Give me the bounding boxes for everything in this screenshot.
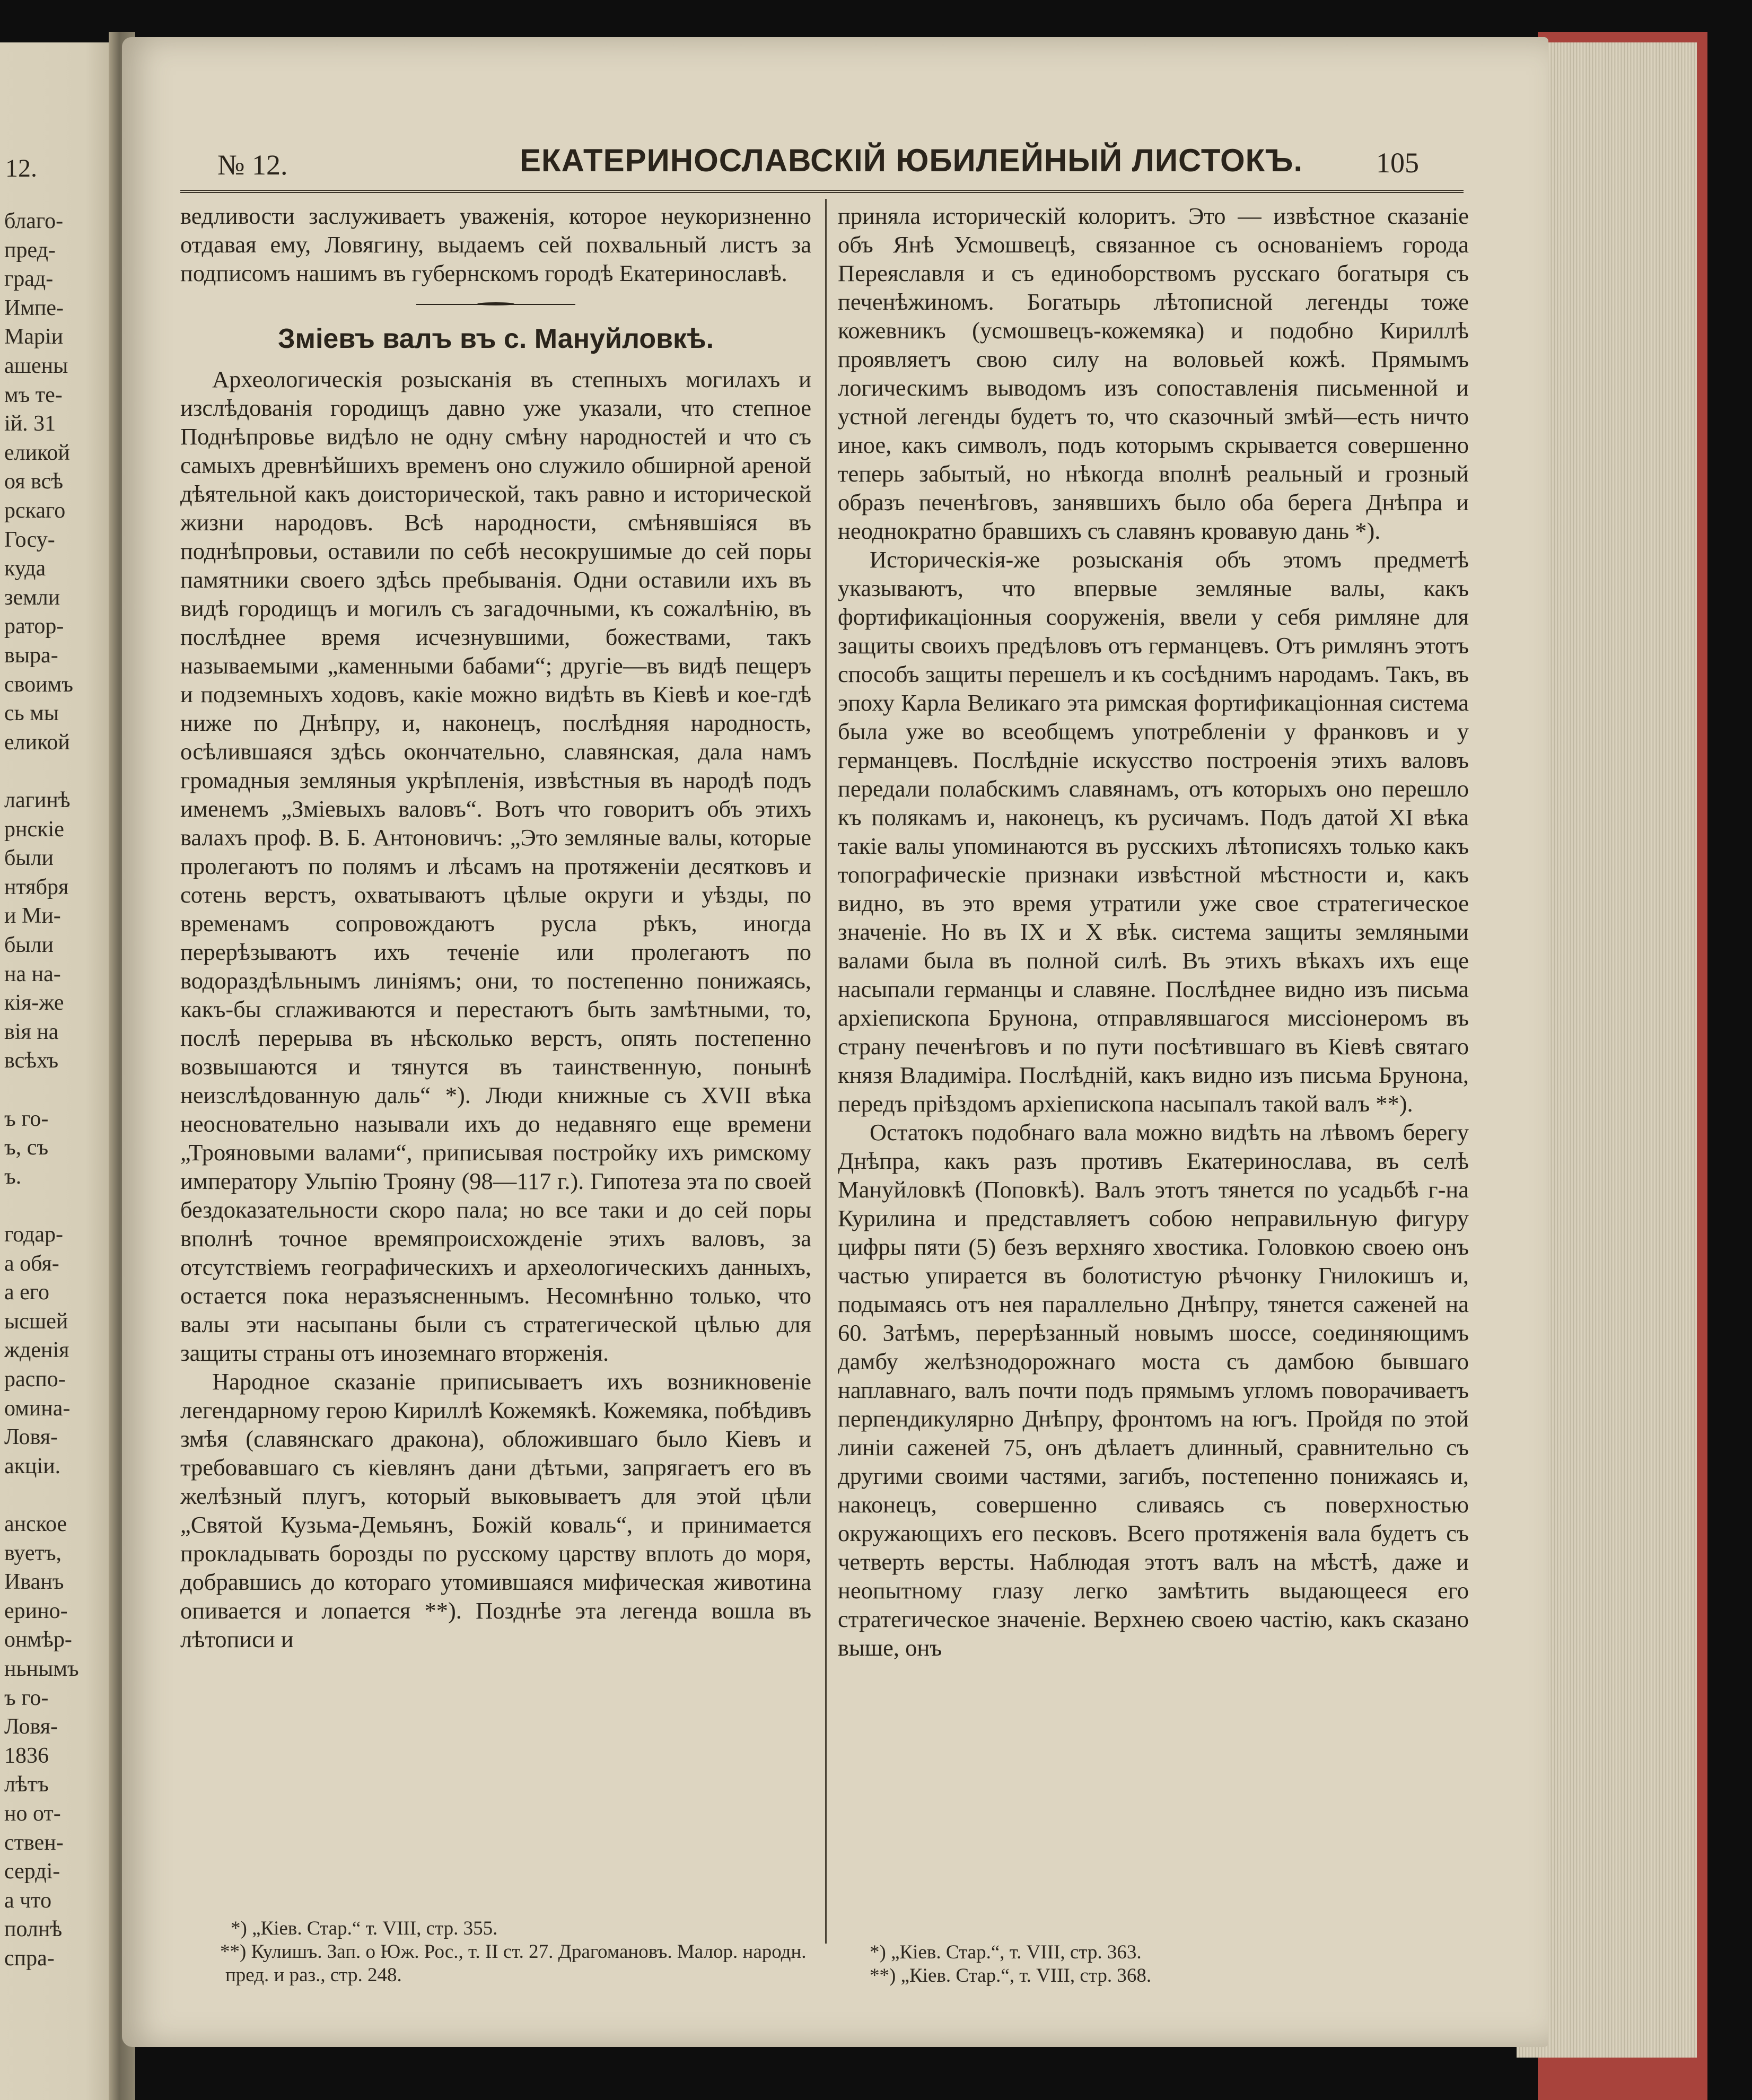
article-paragraph: Археологическія розысканія въ степныхъ могилахъ и изслѣдованія городищъ давно уже указали, что степное Поднѣпровье видѣло не одну смѣну народностей и что съ самыхъ древнѣйшихъ временъ оно служило обширной ареной дѣятельной какъ доисторической, такъ равно и исторической жизни народовъ. Всѣ народности, смѣнявшіяся въ поднѣпровьи, оставили по себѣ несокрушимые до сей поры памятники своего здѣсь пребыванія. Одни оставили ихъ въ видѣ городищъ и могилъ съ загадочными, къ сожалѣнію, въ послѣднее время исчезнувшими, божествами, такъ называемыми „каменными бабами“; другіе—въ видѣ пещеръ и подземныхъ ходовъ, какіе можно видѣть въ Кіевѣ и кое-гдѣ ниже по Днѣпру, и, наконецъ, послѣдняя народность, осѣлившаяся здѣсь окончательно, славянская, дала намъ громадныя земляныя укрѣпленія, извѣстныя въ народѣ подъ именемъ „Зміевыхъ валовъ“. Вотъ что говоритъ объ этихъ валахъ проф. В. Б. Антоновичъ: „Это земляные валы, которые пролегаютъ по полямъ и лѣсамъ на протяженіи десятковъ и сотень верстъ, охватываютъ цѣлые округи и уѣзды, по временамъ сопровождаютъ русла рѣкъ, иногда перерѣзываютъ ихъ теченіе или пролегаютъ по водораздѣльнымъ линіямъ; они, то постепенно понижаясь, какъ-бы сглаживаются и перестаютъ быть замѣтными, то, послѣ перерыва въ нѣсколько верстъ, опять постепенно возвышаются и тянутся въ таинственную, понынѣ неизслѣдованную даль“ *). Люди книжные съ XVII вѣка неосновательно называли ихъ до недавняго еще времени „Трояновыми валами“, приписывая постройку ихъ римскому императору Ульпію Трояну (98—117 г.). Гипотеза эта по своей бездоказательности скоро пала; но все таки и до сей поры вполнѣ точное времяпроисхожденіе этихъ валовъ, за отсутствіемъ географическихъ и археологическихъ данныхъ, остается пока неразъясненнымъ. Несомнѣнно только, что валы эти насыпаны были съ стратегической цѣлью для защиты страны отъ иноземнаго вторженія. xyxy=(180,366,811,1366)
right-column xyxy=(838,202,1469,1662)
left-page-fragment: кія-же xyxy=(4,991,64,1016)
header-rule xyxy=(180,190,1464,193)
left-page-fragment: выра- xyxy=(4,643,58,668)
left-page-fragment: ствен- xyxy=(4,1830,64,1855)
left-page-fragment: лагинѣ xyxy=(4,788,71,812)
left-page-fragment: ъ го- xyxy=(4,1106,49,1131)
left-page-fragment: были xyxy=(4,846,54,871)
left-page-fragment: анское xyxy=(4,1512,67,1536)
left-page xyxy=(0,42,122,2100)
left-page-fragment: лѣтъ xyxy=(4,1772,49,1797)
left-page-fragment: Иванъ xyxy=(4,1570,64,1595)
left-page-fragment: Ловя- xyxy=(4,1425,58,1450)
left-page-fragment: распо- xyxy=(4,1367,66,1392)
left-page-fragment: ій. 31 xyxy=(4,412,56,436)
left-page-fragment: всѣхъ xyxy=(4,1048,59,1073)
left-page-fragment: серді- xyxy=(4,1859,60,1884)
section-divider xyxy=(416,302,575,307)
left-page-fragment: спра- xyxy=(4,1946,55,1971)
article-paragraph: Остатокъ подобнаго вала можно видѣть на лѣвомъ берегу Днѣпра, какъ разъ противъ Екатеринослава, въ селѣ Мануйловкѣ (Поповкѣ). Валъ этотъ тянется по усадьбѣ г-на Курилина и представляетъ собою неправильную фигуру цифры пяти (5) безъ верхняго хвостика. Головкою своею онъ частью упирается въ болотистую рѣчонку Гнилокишъ и, подымаясь отъ нея параллельно Днѣпру, тянется саженей на 60. Затѣмъ, перерѣзанный новымъ шоссе, соединяющимъ дамбу желѣзнодорожнаго моста съ дамбою бывшаго наплавнаго, валъ почти подъ прямымъ угломъ поворачиваетъ перпендикулярно Днѣпру, фронтомъ на югъ. Пройдя по этой линіи саженей 75, онъ дѣлаетъ длинный, сравнительно съ другими своими частями, загибъ, постепенно понижаясь и, наконецъ, совершенно сливаясь съ поверхностью окружающихъ его песковъ. Всего протяженія вала будетъ съ четверть версты. Наблюдая этотъ валъ на мѣстѣ, даже и неопытному глазу легко замѣтить выдающееся его стратегическое значеніе. Верхнею своею частію, какъ сказано выше, онъ xyxy=(838,1119,1469,1661)
left-page-fragment: рскаго xyxy=(4,498,66,523)
left-page-fragment: полнѣ xyxy=(4,1917,63,1942)
left-page-fragment: благо- xyxy=(4,209,64,233)
left-page-fragment: акціи. xyxy=(4,1454,61,1478)
intro-paragraph: ведливости заслуживаетъ уваженія, которое неукоризненно отдавая ему, Ловягину, выдаемъ сей похвальный листъ за подписомъ нашимъ въ губернскомъ городѣ Екатеринославѣ. xyxy=(180,203,811,286)
left-page-fragment: мъ те- xyxy=(4,382,63,407)
left-page-fragment: ъ. xyxy=(4,1164,22,1189)
left-page-fragment: еликой xyxy=(4,440,70,465)
left-page-fragment: град- xyxy=(4,267,54,292)
footnote: **) Кулишъ. Зап. о Юж. Рос., т. II ст. 27. Драгомановъ. Малор. народн. пред. и раз., стр. 248. xyxy=(220,1941,807,1986)
left-page-fragment: и Ми- xyxy=(4,904,61,929)
left-page-fragment: Импе- xyxy=(4,295,64,320)
left-page-fragment: онмѣр- xyxy=(4,1628,72,1652)
left-page-fragment: куда xyxy=(4,556,46,581)
left-page-fragment: а его xyxy=(4,1280,49,1305)
left-page-fragment: земли xyxy=(4,585,60,610)
left-page-fragment: на на- xyxy=(4,961,61,986)
left-page-fragment: но от- xyxy=(4,1801,61,1826)
left-page-fragment: рнскіе xyxy=(4,817,64,842)
left-page-fragment: еликой xyxy=(4,730,70,755)
newspaper-title: ЕКАТЕРИНОСЛАВСКІЙ ЮБИЛЕЙНЫЙ ЛИСТОКЪ. xyxy=(520,143,1303,178)
column-rule xyxy=(825,199,827,1944)
left-page-fragment: оя всѣ xyxy=(4,469,64,494)
left-page-fragment: ысшей xyxy=(4,1309,68,1334)
article-paragraph: Народное сказаніе приписываетъ ихъ возникновеніе легендарному герою Кириллѣ Кожемякѣ. Кожемяка, побѣдивъ змѣя (славянскаго дракона), обложившаго было Кіевъ и требовавшаго съ кіевлянъ дани дѣтьми, запрягаетъ его въ желѣзный плугъ, который выковываетъ для этой цѣли „Святой Кузьма-Демьянъ, Божій коваль“, и принимается прокладывать борозды по русскому царству вплоть до моря, добравшись до котораго утомившаяся мифическая животина опивается и лопается **). Позднѣе эта легенда вошла въ лѣтописи и xyxy=(180,1368,811,1652)
left-page-fragment: ньнымъ xyxy=(4,1657,79,1681)
left-page-fragment: ашены xyxy=(4,354,68,378)
left-page-fragment: Госу- xyxy=(4,527,55,552)
left-page-fragment: сь мы xyxy=(4,701,59,726)
article-paragraph: Историческія-же розысканія объ этомъ предметѣ указываютъ, что впервые земляные валы, какъ фортификаціонныя сооруженія, ввели у себя римляне для защиты своихъ предѣловъ отъ германцевъ. Отъ римлянъ этотъ способъ защиты перешелъ и къ сосѣднимъ народамъ. Такъ, въ эпоху Карла Великаго эта римская фортификаціонная система была уже во всеобщемъ употребленіи у франковъ и у германцевъ. Послѣдніе искусство построенія этихъ валовъ передали полабскимъ славянамъ, отъ которыхъ оно перешло къ полякамъ и, наконецъ, къ русичамъ. Подъ датой XI вѣка такіе валы упоминаются въ русскихъ лѣтописяхъ только какъ топографическіе признаки извѣстной мѣстности и, какъ видно, въ это время утратили уже свое стратегическое значеніе. Но въ IX и X вѣк. система защиты земляными валами была въ полной силѣ. Въ этихъ вѣкахъ ихъ еще насыпали германцы и славяне. Послѣднее видно изъ письма архіепископа Брунона, отправлявшагося миссіонеромъ въ страну печенѣговъ и по пути посѣтившаго въ Кіевѣ святаго князя Владиміра. Послѣдній, какъ видно изъ письма Брунона, передъ пріѣздомъ архіепископа насыпалъ такой валъ **). xyxy=(838,546,1469,1117)
left-page-fragment: были xyxy=(4,933,54,957)
left-page-fragment: ерино- xyxy=(4,1598,68,1623)
footnotes-right xyxy=(870,1941,1347,1988)
footnotes-left xyxy=(204,1917,814,1987)
left-page-fragment: Ловя- xyxy=(4,1714,58,1739)
left-page-fragment: омина- xyxy=(4,1396,71,1421)
left-page-fragment: ратор- xyxy=(4,614,64,639)
article-paragraph: приняла историческій колоритъ. Это — извѣстное сказаніе объ Янѣ Усмошвецѣ, связанное съ основаніемъ города Переяславля и съ единоборствомъ русскаго богатыря съ печенѣжиномъ. Богатырь лѣтописной легенды тоже кожевникъ (усмошвецъ-кожемяка) и подобно Кириллѣ проявляетъ свою силу на воловьей кожѣ. Прямымъ логическимъ выводомъ изъ сопоставленія письменной и устной легенды будетъ то, что сказочный змѣй—есть ничто иное, какъ символъ, подъ которымъ скрывается совершенно теперь забытый, но нѣкогда вполнѣ реальный и грозный образъ печенѣговъ, занявшихъ было оба берега Днѣпра и неоднократно бравшихъ съ славянъ кровавую дань *). xyxy=(838,203,1469,544)
left-page-fragment: своимъ xyxy=(4,672,73,697)
left-page-fragment: жденія xyxy=(4,1338,69,1363)
footnote: *) „Кіев. Стар.“ т. VIII, стр. 355. xyxy=(231,1918,498,1939)
left-page-fragment: 1836 xyxy=(4,1743,49,1768)
footnote: *) „Кіев. Стар.“, т. VIII, стр. 363. xyxy=(870,1941,1142,1963)
left-page-fragment: а обя- xyxy=(4,1251,59,1276)
left-page-fragment: вія на xyxy=(4,1019,59,1044)
left-page-fragment: ъ го- xyxy=(4,1685,49,1710)
page-number: 105 xyxy=(1376,147,1419,179)
left-page-fragment: годар- xyxy=(4,1222,63,1247)
issue-number: № 12. xyxy=(217,149,288,181)
left-page-fragment: нтября xyxy=(4,874,69,899)
left-page-fragment: пред- xyxy=(4,238,56,262)
left-column xyxy=(180,202,811,1653)
left-page-fragment: а что xyxy=(4,1888,52,1913)
footnote: **) „Кіев. Стар.“, т. VIII, стр. 368. xyxy=(870,1965,1152,1987)
left-page-fragment: ъ, съ xyxy=(4,1135,49,1160)
section-title: Зміевъ валъ въ с. Мануйловкѣ. xyxy=(277,323,714,354)
left-page-fragment: Маріи xyxy=(4,325,64,349)
left-page-number: 12. xyxy=(5,154,37,182)
left-page-fragment: вуетъ, xyxy=(4,1541,62,1565)
